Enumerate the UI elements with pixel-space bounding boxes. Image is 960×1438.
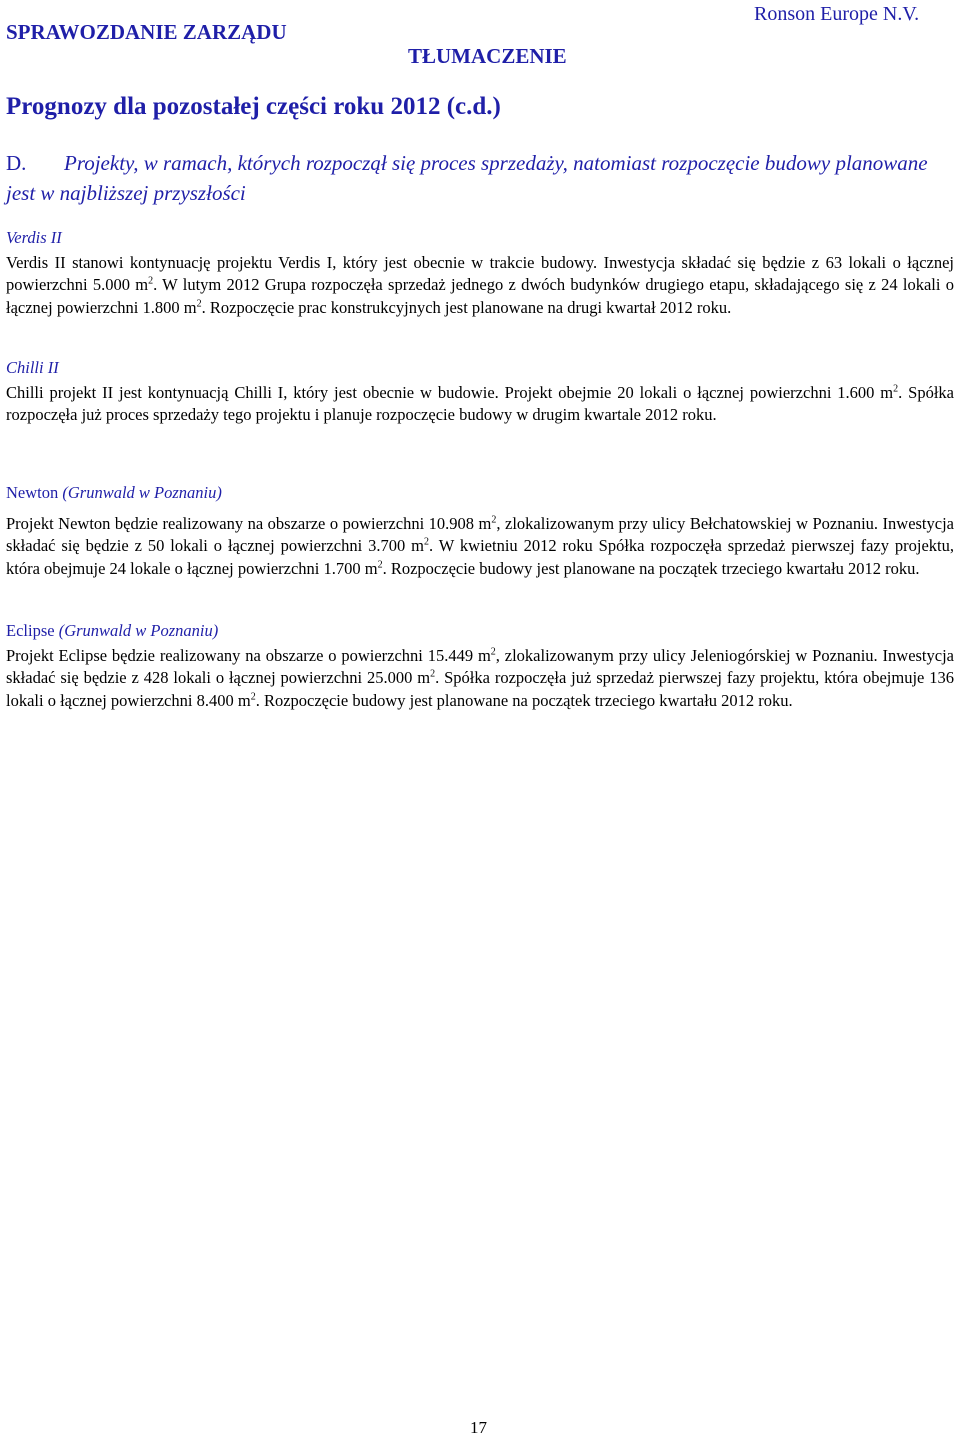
- chilli-title: Chilli II: [6, 358, 59, 377]
- eclipse-title: Eclipse (Grunwald w Poznaniu): [6, 621, 219, 640]
- page-title: Prognozy dla pozostałej części roku 2012 (c.d.): [6, 93, 501, 120]
- eclipse-paragraph: Projekt Eclipse będzie realizowany na obszarze o powierzchni 15.449 $m^2$, zlokalizowanym przy ulicy Jeleniogórskiej w Poznaniu. Inwestycja składać się będzie z 428 lokali o łącznej powierzchni 25.000 $m^2$. Spółka rozpoczęła już sprzedaż pierwszej fazy projektu, która obejmuje 136 lokali o łącznej powierzchni 8.400 $m^2$. Rozpoczęcie budowy jest planowane na początek trzeciego kwartału 2012 roku.: [6, 645, 954, 710]
- newton-title: Newton (Grunwald w Poznaniu): [6, 483, 222, 502]
- verdis-paragraph: Verdis II stanowi kontynuację projektu Verdis I, który jest obecnie w trakcie budowy. Inwestycja składać się będzie z 63 lokali o łącznej powierzchni 5.000 $m^2$. W lutym 2012 Grupa rozpoczęła sprzedaż jednego z dwóch budynków drugiego etapu, składającego się z 24 lokali o łącznej powierzchni 1.800 $m^2$. Rozpoczęcie prac konstrukcyjnych jest planowane na drugi kwartał 2012 roku.: [6, 252, 954, 317]
- chilli-paragraph: Chilli projekt II jest kontynuacją Chilli I, który jest obecnie w budowie. Projekt obejmie 20 lokali o łącznej powierzchni 1.600 $m^2$. Spółka rozpoczęła już proces sprzedaży tego projektu i planuje rozpoczęcie budowy w drugim kwartale 2012 roku.: [6, 382, 954, 424]
- section-d-heading: [6, 148, 954, 208]
- section-verdis: [6, 227, 954, 319]
- section-chilli: [6, 357, 954, 427]
- company-name: Ronson Europe N.V.: [754, 3, 920, 25]
- page-number: 17: [470, 1418, 487, 1437]
- report-title: SPRAWOZDANIE ZARZĄDU: [6, 20, 287, 44]
- newton-paragraph: Projekt Newton będzie realizowany na obszarze o powierzchni 10.908 $m^2$, zlokalizowanym przy ulicy Bełchatowskiej w Poznaniu. Inwestycja składać się będzie z 50 lokali o łącznej powierzchni 3.700 $m^2$. W kwietniu 2012 roku Spółka rozpoczęła sprzedaż pierwszej fazy projektu, która obejmuje 24 lokale o łącznej powierzchni 1.700 $m^2$. Rozpoczęcie budowy jest planowane na początek trzeciego kwartału 2012 roku.: [6, 513, 954, 578]
- translation-label: TŁUMACZENIE: [408, 44, 567, 68]
- section-eclipse: [6, 620, 954, 712]
- verdis-title: Verdis II: [6, 228, 62, 247]
- section-newton: [6, 482, 954, 580]
- section-heading-text: Projekty, w ramach, których rozpoczął się proces sprzedaży, natomiast rozpoczęcie budowy planowane jest w najbliższej przyszłości: [6, 151, 928, 205]
- section-letter: D.: [6, 151, 27, 175]
